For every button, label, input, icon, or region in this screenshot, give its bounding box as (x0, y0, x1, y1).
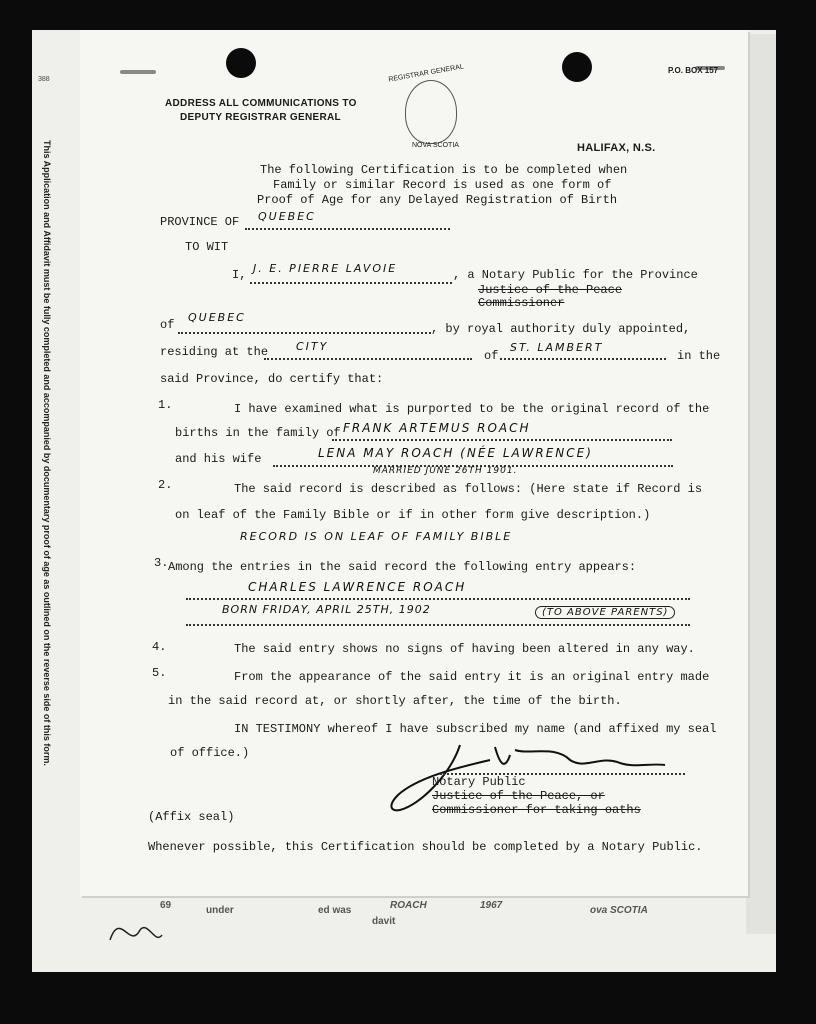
item-2-line2: on leaf of the Family Bible or if in other form give description.) (175, 508, 651, 522)
item-2-text: The said record is described as follows: (Here state if Record is (234, 482, 703, 496)
peek-text: davit (372, 916, 396, 927)
i-label: I, (232, 268, 247, 282)
mother-name: LENA MAY ROACH (NÉE LAWRENCE) (318, 446, 593, 460)
address-line-1: ADDRESS ALL COMMUNICATIONS TO (165, 98, 357, 109)
peek-text: 69 (160, 900, 172, 911)
back-signature (100, 900, 170, 960)
item-4-text: The said entry shows no signs of having been altered in any way. (234, 642, 695, 656)
commissioner-struck: Commissioner (478, 296, 565, 310)
notary-public: Notary Public (432, 775, 526, 789)
item-3-number: 3. (154, 556, 169, 570)
intro-line-1: The following Certification is to be completed when (260, 163, 628, 177)
child-name: CHARLES LAWRENCE ROACH (248, 580, 467, 594)
address-line-2: DEPUTY REGISTRAR GENERAL (180, 112, 341, 123)
married-date: MARRIED JUNE 26TH 1901. (373, 466, 518, 476)
authority-text: , by royal authority duly appointed, (431, 322, 691, 336)
item-2-number: 2. (158, 478, 173, 492)
of-label: of (160, 318, 175, 332)
peek-text: ed was (318, 905, 352, 916)
po-box: P.O. BOX 157 (668, 66, 719, 75)
jp-struck: Justice of the Peace (478, 283, 623, 297)
punch-hole (226, 48, 256, 78)
of2-label: of (484, 349, 499, 363)
testimony-line-2: of office.) (170, 746, 250, 760)
seal-top-text: REGISTRAR GENERAL (387, 63, 465, 84)
item-3-text: Among the entries in the said record the following entry appears: (168, 560, 637, 574)
testimony-line-1: IN TESTIMONY whereof I have subscribed my name (and affixed my seal (234, 722, 717, 736)
jp-struck-sig: Justice of the Peace, or (432, 789, 605, 803)
item-1-births: births in the family of (175, 426, 341, 440)
wife-label: and his wife (175, 452, 262, 466)
side-note-text: This Application and Affidavit must be fully completed and accompanied by documentary proof of age as outlined on the reverse side of this form. (42, 140, 52, 766)
birth-date: BORN FRIDAY, APRIL 25TH, 1902 (222, 603, 431, 616)
of-value: QUEBEC (188, 311, 246, 324)
peek-text: 1967 (480, 900, 503, 911)
item-4-number: 4. (152, 640, 167, 654)
notary-name: J. E. PIERRE LAVOIE (253, 262, 398, 275)
commissioner-struck-sig: Commissioner for taking oaths (432, 803, 641, 817)
punch-hole (562, 52, 592, 82)
form-number: 388 (38, 76, 50, 83)
province-value: QUEBEC (258, 210, 316, 223)
location: HALIFAX, N.S. (577, 142, 656, 154)
intro-line-2: Family or similar Record is used as one form of (273, 178, 612, 192)
said-province: said Province, do certify that: (160, 372, 384, 386)
seal-bottom-text: NOVA SCOTIA (412, 142, 459, 149)
staple (120, 70, 156, 74)
intro-line-3: Proof of Age for any Delayed Registration of Birth (257, 193, 618, 207)
peek-text: under (206, 905, 234, 916)
province-label: PROVINCE OF (160, 215, 240, 229)
registrar-seal-icon (405, 80, 457, 144)
affix-seal: (Affix seal) (148, 810, 235, 824)
item-1-text: I have examined what is purported to be the original record of the (234, 402, 710, 416)
item-1-number: 1. (158, 398, 173, 412)
peek-text: ova SCOTIA (590, 905, 648, 916)
side-note (36, 140, 56, 840)
father-name: FRANK ARTEMUS ROACH (343, 421, 531, 435)
in-the: in the (677, 349, 721, 363)
notary-text: , a Notary Public for the Province (453, 268, 698, 282)
record-description: RECORD IS ON LEAF OF FAMILY BIBLE (240, 530, 513, 543)
residing-value: CITY (296, 340, 329, 353)
item-5-number: 5. (152, 666, 167, 680)
residing-label: residing at the (160, 345, 269, 359)
item-5-text: From the appearance of the said entry it is an original entry made (234, 670, 710, 684)
to-wit: TO WIT (185, 240, 229, 254)
footer-note: Whenever possible, this Certification should be completed by a Notary Public. (148, 840, 703, 854)
of2-value: ST. LAMBERT (510, 341, 604, 354)
parents-note: (TO ABOVE PARENTS) (535, 606, 675, 619)
item-5-line2: in the said record at, or shortly after, the time of the birth. (168, 694, 622, 708)
rear-sheet-edge (746, 34, 776, 934)
peek-text: ROACH (390, 900, 427, 911)
